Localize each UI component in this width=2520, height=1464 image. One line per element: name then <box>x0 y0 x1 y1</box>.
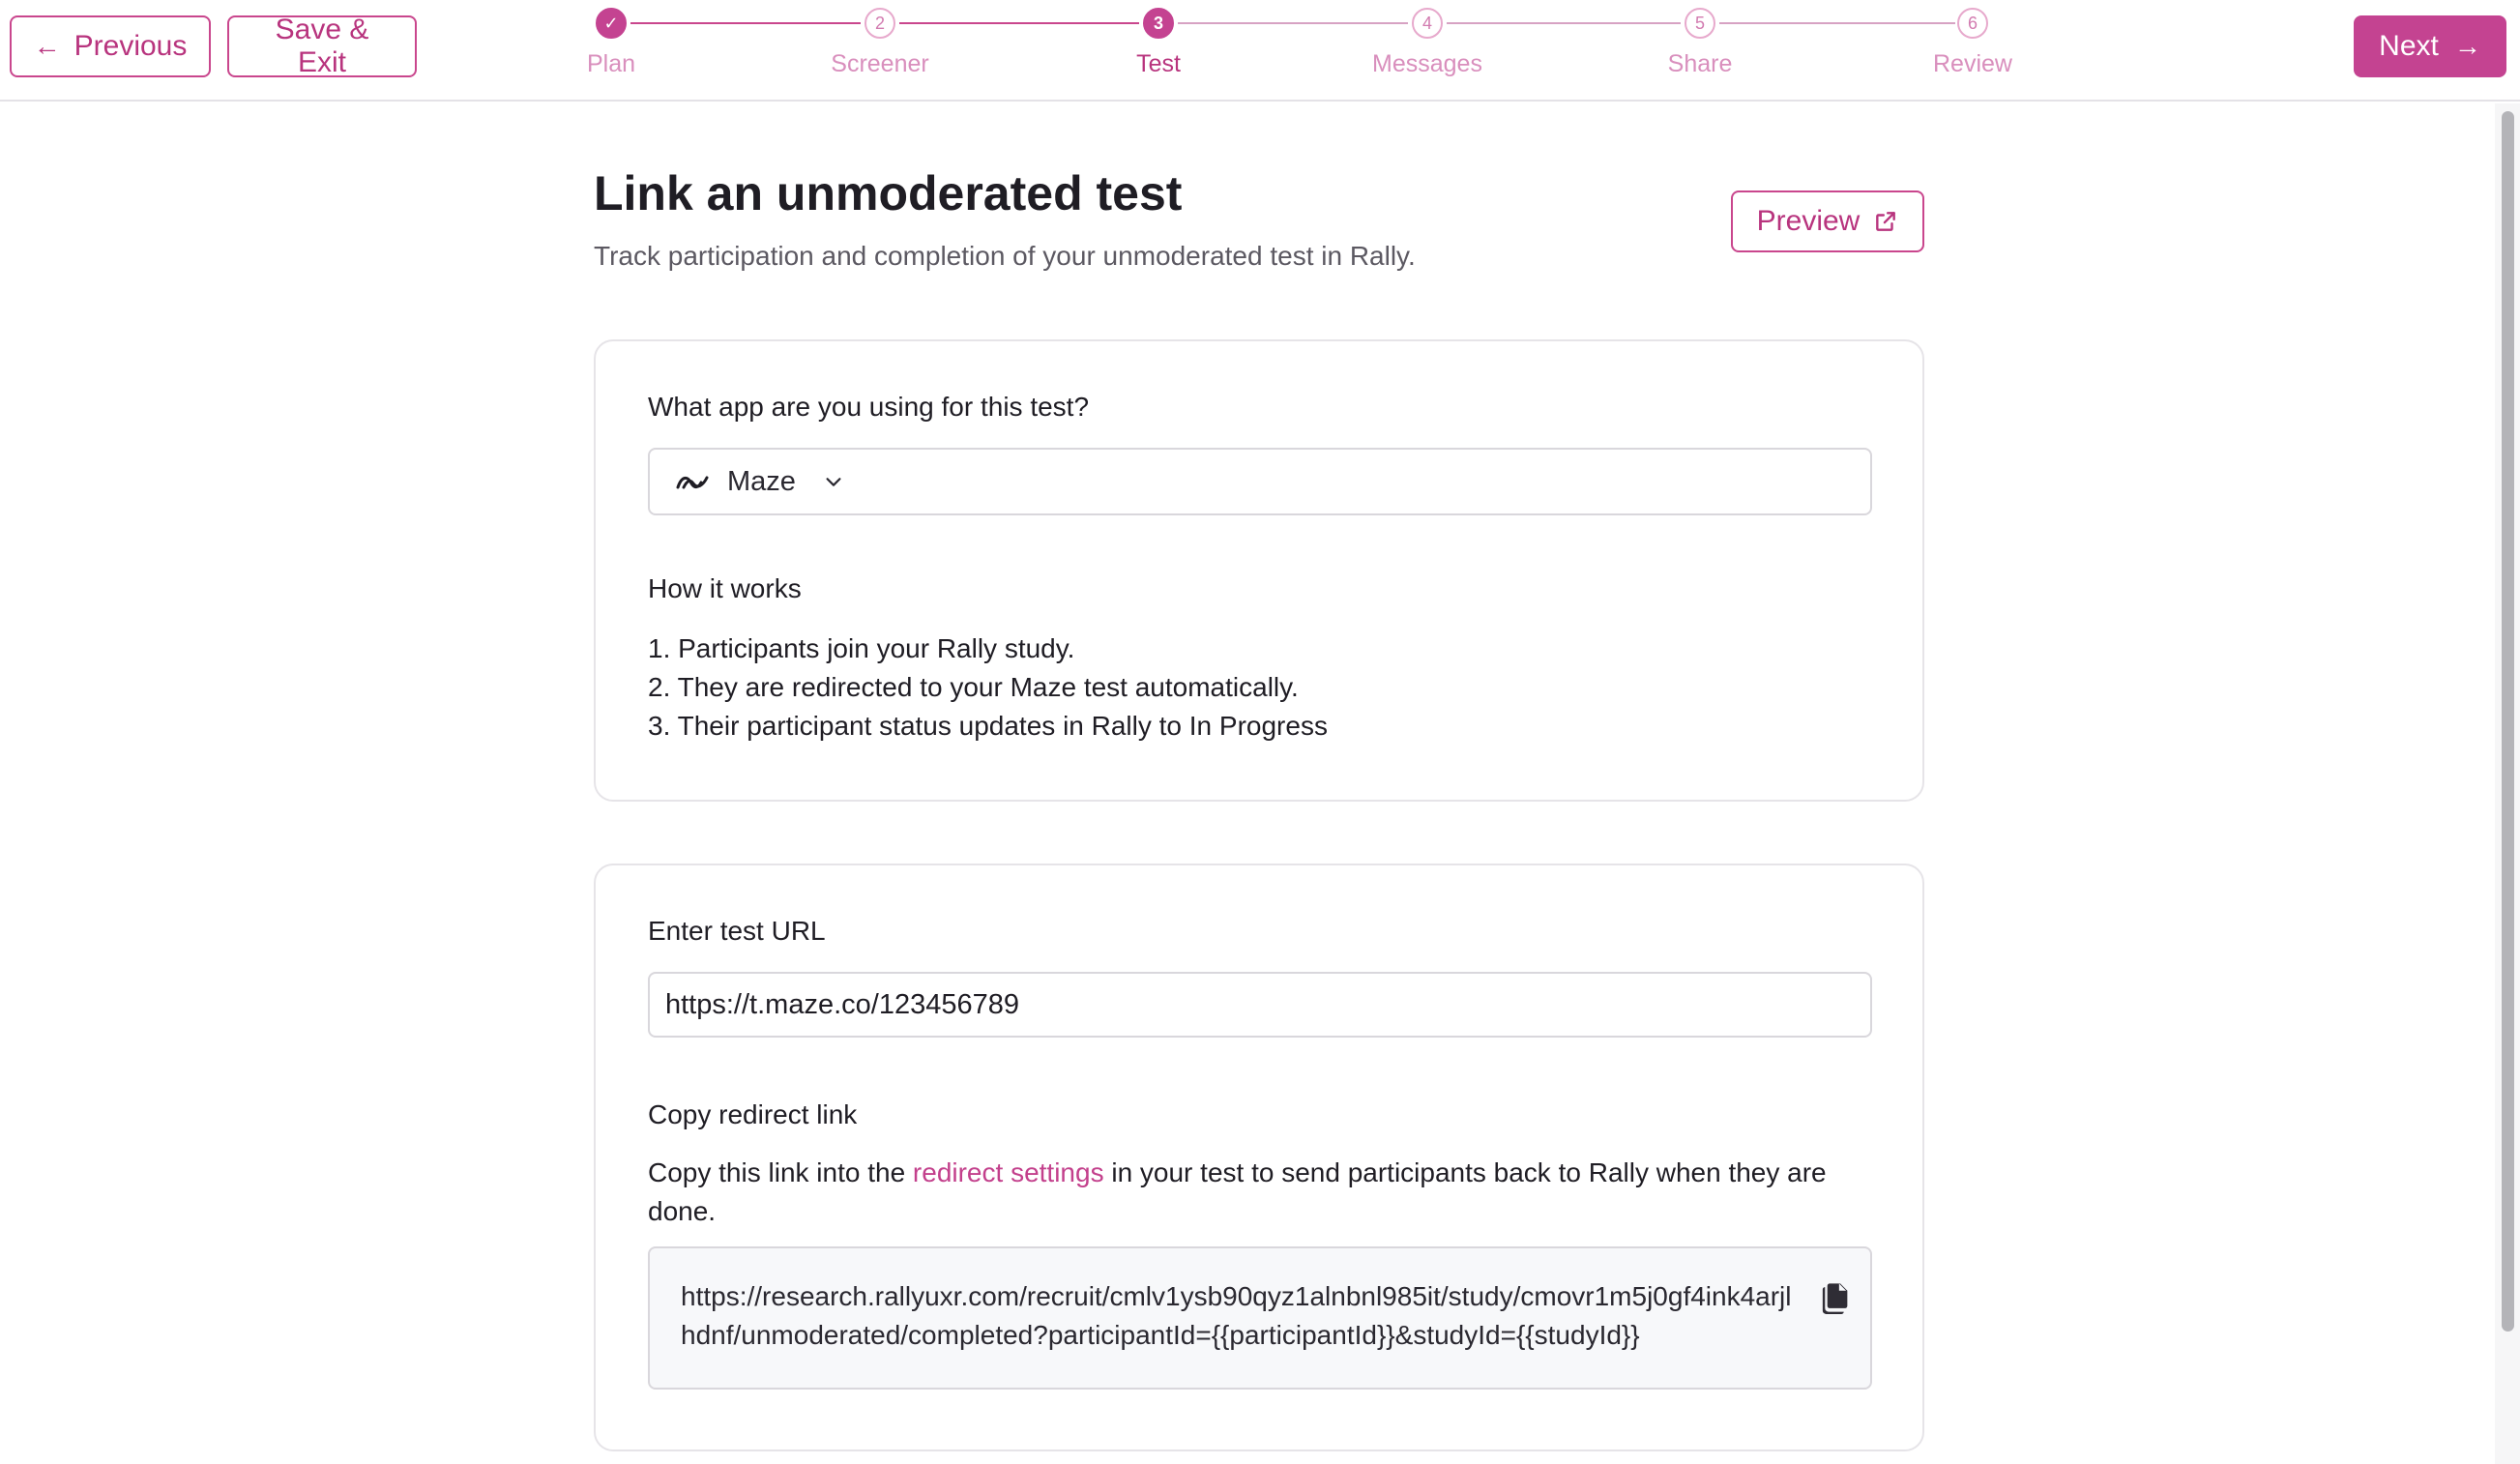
save-exit-button[interactable]: Save & Exit <box>227 15 417 77</box>
url-card <box>594 864 1924 1451</box>
previous-button[interactable] <box>10 15 211 77</box>
app-card <box>594 339 1924 802</box>
step-number: 3 <box>1143 8 1174 39</box>
page-title: Link an unmoderated test <box>594 166 1183 220</box>
redirect-description <box>648 1154 1876 1231</box>
scrollbar-thumb[interactable] <box>2502 111 2514 1332</box>
list-item: 2. They are redirected to your Maze test automatically. <box>648 672 1299 702</box>
selected-app: Maze <box>727 465 796 497</box>
redirect-title: Copy redirect link <box>648 1099 858 1129</box>
scrollbar[interactable] <box>2495 103 2520 1464</box>
desc-text: in your test to send participants back to Rally when they are done. <box>648 1157 1827 1226</box>
step-number: 2 <box>864 8 895 39</box>
list-item: 1. Participants join your Rally study. <box>648 633 1075 663</box>
external-link-icon <box>1873 209 1898 234</box>
progress-stepper <box>542 6 2012 83</box>
step-screener[interactable] <box>783 6 977 78</box>
list-item: 3. Their participant status updates in Rally to In Progress <box>648 711 1328 741</box>
top-bar <box>0 0 2520 102</box>
how-it-works-title: How it works <box>648 573 802 603</box>
arrow-left-icon: ← <box>33 31 61 61</box>
redirect-link: https://research.rallyuxr.com/recruit/cmlv1ysb90qyz1alnbnl985it/study/cmovr1m5j0gf4ink4arjlhdnf/unmoderated/completed?participantId={{participantId}}&studyId={{studyId}} <box>681 1281 1792 1350</box>
step-number: 4 <box>1412 8 1443 39</box>
step-label: Test <box>1136 50 1181 77</box>
redirect-link-box[interactable] <box>648 1246 1872 1390</box>
step-label: Share <box>1667 50 1733 77</box>
test-url-label: Enter test URL <box>648 916 826 946</box>
desc-text: Copy this link into the <box>648 1157 913 1187</box>
step-label: Review <box>1933 50 2012 77</box>
check-icon: ✓ <box>596 8 627 39</box>
step-share[interactable] <box>1603 6 1797 78</box>
step-label: Plan <box>586 50 636 77</box>
page-subtitle: Track participation and completion of your unmoderated test in Rally. <box>594 241 1416 271</box>
redirect-settings-link[interactable]: redirect settings <box>912 1157 1104 1187</box>
previous-label: Previous <box>73 30 188 62</box>
arrow-right-icon: → <box>2453 31 2481 61</box>
step-number: 5 <box>1685 8 1715 39</box>
app-select[interactable] <box>648 448 1872 515</box>
chevron-down-icon <box>823 471 844 492</box>
step-number: 6 <box>1957 8 1988 39</box>
next-button[interactable] <box>2354 15 2506 77</box>
step-messages[interactable] <box>1331 6 1524 78</box>
test-url-input[interactable]: https://t.maze.co/123456789 <box>648 972 1872 1038</box>
main-content <box>0 103 2495 1464</box>
copy-icon[interactable] <box>1820 1281 1849 1314</box>
next-label: Next <box>2379 30 2439 62</box>
step-label: Screener <box>831 50 929 77</box>
step-label: Messages <box>1372 50 1482 77</box>
maze-logo-icon <box>675 471 710 492</box>
step-test[interactable] <box>1062 6 1255 78</box>
step-plan[interactable] <box>514 6 708 78</box>
app-question-label: What app are you using for this test? <box>648 392 1090 422</box>
preview-label: Preview <box>1756 205 1861 237</box>
step-review[interactable] <box>1876 6 2069 78</box>
preview-button[interactable] <box>1731 190 1924 252</box>
how-it-works-list <box>648 630 1328 746</box>
